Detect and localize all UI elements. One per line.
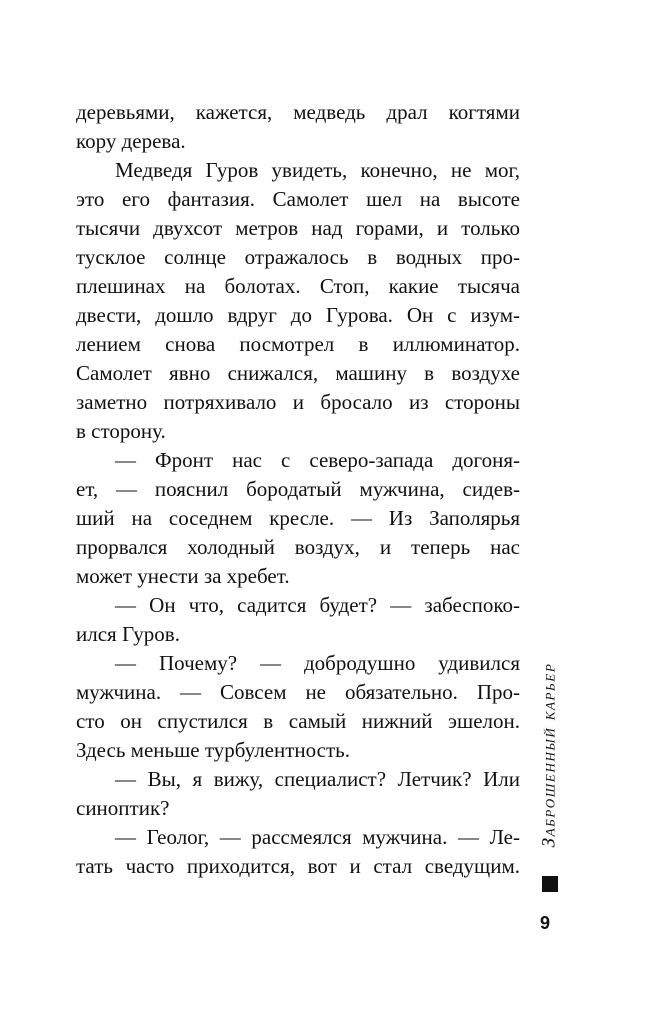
square-marker-icon — [542, 876, 558, 892]
text-line: — Он что, садится будет? — забеспоко- — [115, 593, 520, 617]
text-line: — Почему? — добродушно удивился — [115, 651, 520, 675]
text-line: — Вы, я вижу, специалист? Летчик? Или — [115, 767, 520, 791]
text-line: плешинах на болотах. Стоп, какие тысяча — [76, 274, 520, 298]
text-line: тусклое солнце отражалось в водных про- — [76, 245, 520, 269]
text-line: Самолет явно снижался, машину в воздухе — [76, 361, 520, 385]
text-line: синоптик? — [76, 796, 170, 820]
text-line: это его фантазия. Самолет шел на высоте — [76, 187, 520, 211]
text-line: мужчина. — Совсем не обязательно. Про- — [76, 680, 520, 704]
text-line: заметно потряхивало и бросало из стороны — [76, 390, 520, 414]
text-line: лением снова посмотрел в иллюминатор. — [76, 332, 520, 356]
text-line: тысячи двухсот метров над горами, и только — [76, 216, 520, 240]
text-line: ился Гуров. — [76, 622, 180, 646]
text-line: деревьями, кажется, медведь драл когтями — [76, 100, 520, 124]
text-line: — Фронт нас с северо-запада догоня- — [115, 448, 520, 472]
running-head — [532, 632, 567, 878]
text-line: прорвался холодный воздух, и теперь нас — [76, 535, 520, 559]
text-line: — Геолог, — рассмеялся мужчина. — Ле- — [115, 825, 520, 849]
text-line: Здесь меньше турбулентность. — [76, 738, 351, 762]
body-text — [76, 98, 520, 881]
text-line: сто он спустился в самый нижний эшелон. — [76, 709, 520, 733]
text-line: двести, дошло вдруг до Гурова. Он с изум- — [76, 303, 520, 327]
text-line: ет, — пояснил бородатый мужчина, сидев- — [76, 477, 520, 501]
text-line: ший на соседнем кресле. — Из Заполярья — [76, 506, 520, 530]
text-line: Медведя Гуров увидеть, конечно, не мог, — [115, 158, 520, 182]
text-line: кору дерева. — [76, 129, 186, 153]
text-line: может унести за хребет. — [76, 564, 290, 588]
text-line: тать часто приходится, вот и стал сведущим. — [76, 854, 520, 878]
text-line: в сторону. — [76, 419, 166, 443]
running-head-title: Заброшенный карьер — [538, 662, 560, 848]
page-number: 9 — [540, 913, 551, 933]
